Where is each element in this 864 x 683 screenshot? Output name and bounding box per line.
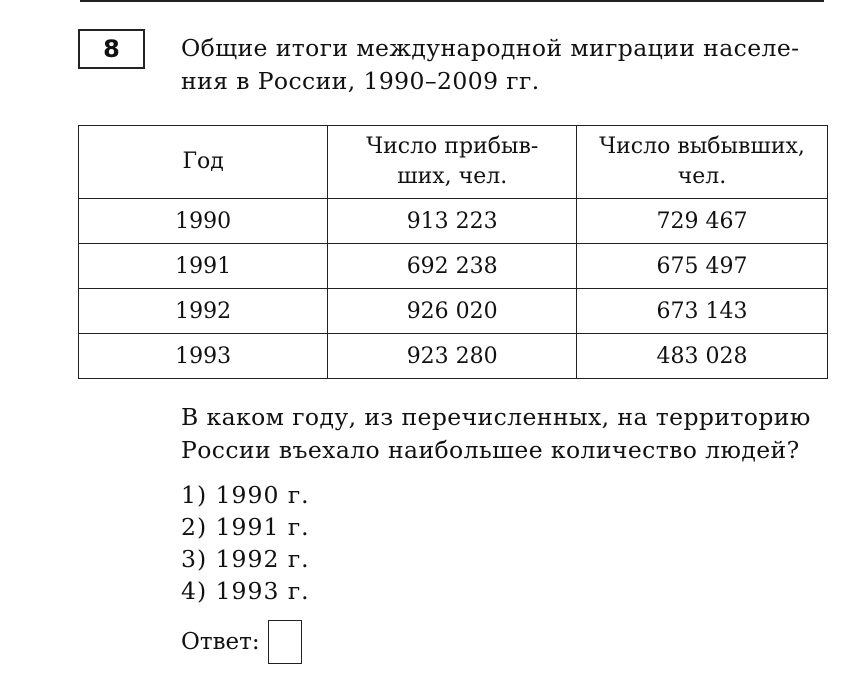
cell-departed: 675 497	[577, 244, 828, 289]
table-row	[79, 199, 828, 244]
question-line-1: В каком году, из перечисленных, на территорию	[181, 403, 811, 431]
option-1: 1) 1990 г.	[181, 481, 310, 509]
cell-arrived: 692 238	[328, 244, 577, 289]
cell-year: 1993	[79, 334, 328, 379]
option-4: 4) 1993 г.	[181, 577, 310, 605]
task-number: 8	[103, 35, 120, 63]
table-header-row	[79, 126, 828, 199]
cell-arrived: 923 280	[328, 334, 577, 379]
task-title	[181, 32, 831, 98]
table-row	[79, 334, 828, 379]
header-departed-line-1: Число выбывших,	[599, 134, 805, 159]
header-departed	[577, 126, 828, 199]
cell-arrived: 913 223	[328, 199, 577, 244]
cell-year: 1992	[79, 289, 328, 334]
migration-table	[78, 125, 828, 379]
cell-year: 1991	[79, 244, 328, 289]
answer-box[interactable]	[268, 620, 302, 664]
table-row	[79, 244, 828, 289]
header-year-label: Год	[182, 149, 224, 174]
answer-options	[181, 479, 310, 607]
header-arrived-line-2: ших, чел.	[397, 164, 508, 189]
cell-year: 1990	[79, 199, 328, 244]
header-departed-line-2: чел.	[677, 164, 727, 189]
cell-departed: 729 467	[577, 199, 828, 244]
option-3: 3) 1992 г.	[181, 545, 310, 573]
header-year	[79, 126, 328, 199]
task-title-line-1: Общие итоги международной миграции населе-	[181, 34, 800, 62]
cell-arrived: 926 020	[328, 289, 577, 334]
task-title-line-2: ния в России, 1990–2009 гг.	[181, 67, 540, 95]
answer-row	[181, 620, 302, 664]
top-rule	[80, 0, 824, 2]
answer-label: Ответ:	[181, 629, 260, 655]
header-arrived-line-1: Число прибыв-	[366, 134, 539, 159]
table-row	[79, 289, 828, 334]
cell-departed: 673 143	[577, 289, 828, 334]
header-arrived	[328, 126, 577, 199]
cell-departed: 483 028	[577, 334, 828, 379]
question-text	[181, 401, 841, 467]
option-2: 2) 1991 г.	[181, 513, 310, 541]
question-line-2: России въехало наибольшее количество людей?	[181, 436, 800, 464]
task-number-box	[78, 29, 145, 69]
